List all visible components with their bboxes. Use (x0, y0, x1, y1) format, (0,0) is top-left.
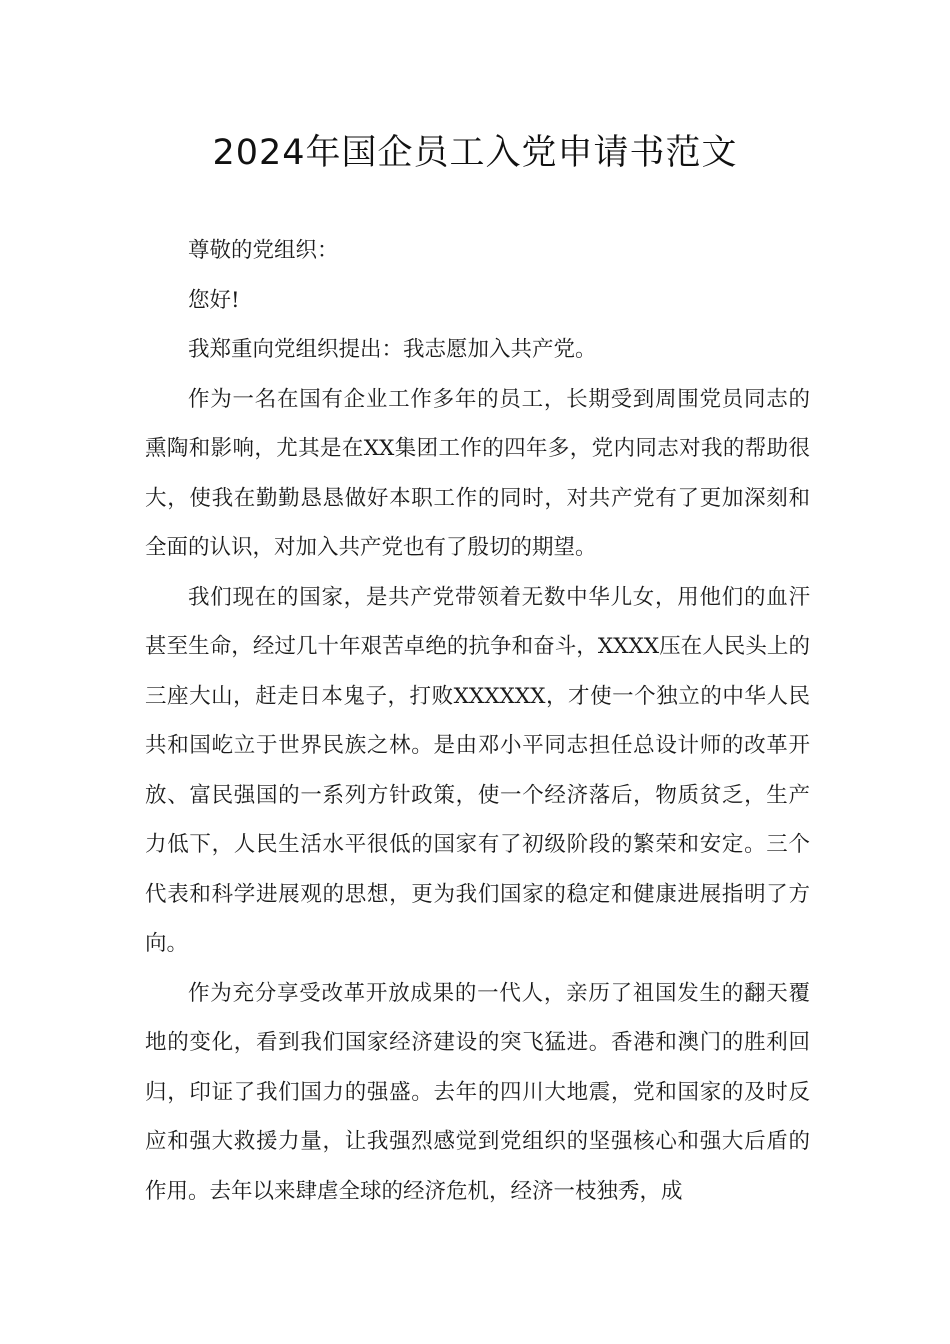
document-body (145, 226, 810, 1216)
paragraph-greeting: 您好! (188, 287, 240, 313)
paragraph-declaration: 我郑重向党组织提出：我志愿加入共产党。 (188, 337, 597, 362)
paragraph-reform: 作为充分享受改革开放成果的一代人，亲历了祖国发生的翻天覆地的变化，看到我们国家经济建设的突飞猛进。香港和澳门的胜利回归，印证了我们国力的强盛。去年的四川大地震，党和国家的及时反应和强大救援力量，让我强烈感觉到党组织的坚强核心和强大后盾的作用。去年以来肆虐全球的经济危机，经济一枝独秀，成 (145, 980, 810, 1204)
paragraph-background: 作为一名在国有企业工作多年的员工，长期受到周围党员同志的熏陶和影响，尤其是在XX集团工作的四年多，党内同志对我的帮助很大，使我在勤勤恳恳做好本职工作的同时，对共产党有了更加深刻和全面的认识，对加入共产党也有了殷切的期望。 (145, 386, 810, 560)
paragraph-history: 我们现在的国家，是共产党带领着无数中华儿女，用他们的血汗甚至生命，经过几十年艰苦卓绝的抗争和奋斗，XXXX压在人民头上的三座大山，赶走日本鬼子，打败XXXXXX，才使一个独立的中华人民共和国屹立于世界民族之林。是由邓小平同志担任总设计师的改革开放、富民强国的一系列方针政策，使一个经济落后，物质贫乏，生产力低下，人民生活水平很低的国家有了初级阶段的繁荣和安定。三个代表和科学进展观的思想，更为我们国家的稳定和健康进展指明了方向。 (145, 584, 810, 956)
document-title: 2024年国企员工入党申请书范文 (212, 133, 738, 173)
paragraph-salutation: 尊敬的党组织： (188, 238, 339, 263)
